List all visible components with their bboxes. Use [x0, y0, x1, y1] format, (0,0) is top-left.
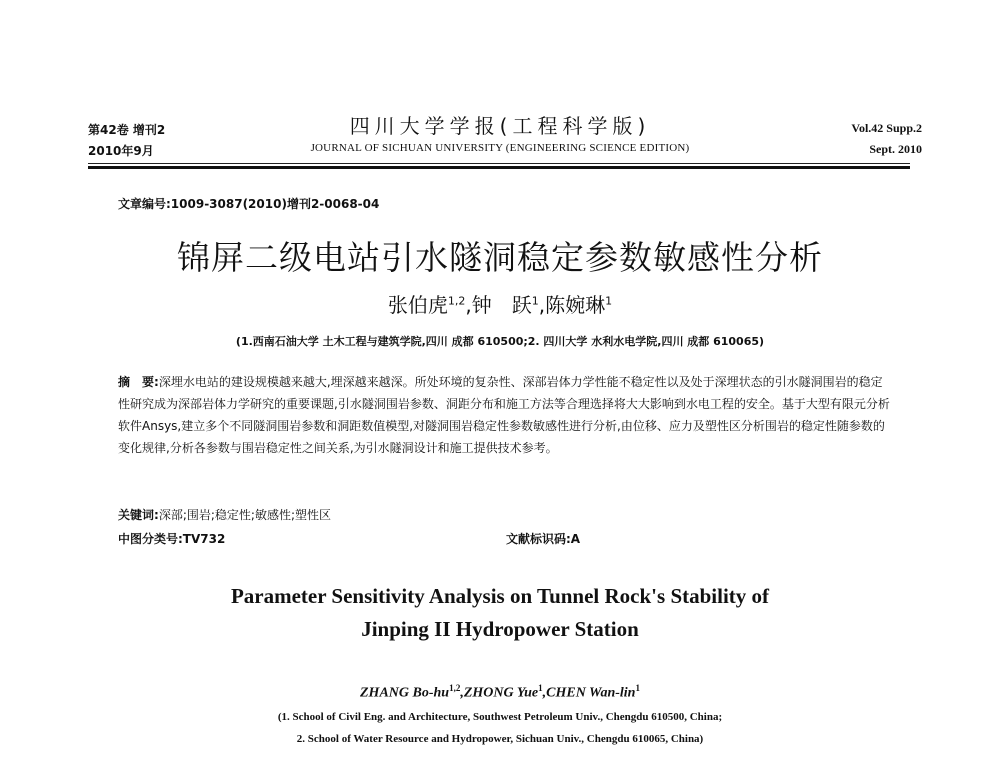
affiliation-cn: (1.西南石油大学 土木工程与建筑学院,四川 成都 610500;2. 四川大学 水利水电学院,四川 成都 610065)	[235, 335, 765, 348]
paper-title-en	[120, 580, 880, 646]
keywords	[118, 506, 331, 523]
author-en-3-sup: 1	[635, 683, 640, 693]
volume-cn: 第42卷 增刊2	[88, 123, 166, 137]
journal-title-cn: 四川大学学报(工程科学版)	[349, 114, 651, 138]
author-en-2: ZHONG Yue	[463, 685, 539, 701]
author-cn-2: 钟 跃	[471, 293, 532, 317]
abstract-label: 摘 要:	[118, 375, 159, 389]
paper-title-en-line1: Parameter Sensitivity Analysis on Tunnel Rock's Stability of	[230, 584, 770, 608]
keywords-text: 深部;围岩;稳定性;敏感性;塑性区	[158, 508, 331, 522]
author-cn-1: 张伯虎	[387, 293, 448, 317]
affiliation-en-1: (1. School of Civil Eng. and Architecture, Southwest Petroleum Univ., Chengdu 610500, China;	[277, 711, 723, 723]
affiliation-en-2: 2. School of Water Resource and Hydropower, Sichuan Univ., Chengdu 610065, China)	[296, 733, 704, 745]
document-code: 文献标识码:A	[506, 532, 581, 546]
author-en-3: CHEN Wan-lin	[546, 685, 636, 701]
author-en-1-sup: 1,2	[449, 683, 461, 693]
author-en-1: ZHANG Bo-hu	[360, 685, 450, 701]
header-rule-thin	[88, 163, 910, 164]
date-en: Sept. 2010	[869, 142, 922, 156]
author-cn-1-sup: 1,2	[447, 294, 466, 308]
author-cn-3: 陈婉琳	[545, 293, 606, 317]
abstract	[118, 371, 890, 459]
paper-title-cn: 锦屏二级电站引水隧洞稳定参数敏感性分析	[177, 238, 823, 277]
authors-cn: 张伯虎$^{1,2}$,钟 跃$^1$,陈婉琳$^1$	[387, 293, 613, 317]
header-rule-thick	[88, 166, 910, 169]
paper-title-en-line2: Jinping II Hydropower Station	[361, 617, 639, 641]
authors-en: ZHANG Bo-hu$^{1,2}$,ZHONG Yue$^1$,CHEN Wan-lin$^1$	[360, 683, 640, 701]
abstract-text: 深埋水电站的建设规模越来越大,埋深越来越深。所处环境的复杂性、深部岩体力学性能不稳定性以及处于深埋状态的引水隧洞围岩的稳定性研究成为深部岩体力学研究的重要课题,引水隧洞围岩参数、洞距分布和施工方法等合理选择将大大影响到水电工程的安全。基于大型有限元分析软件Ansys,建立多个不同隧洞围岩参数和洞距数值模型,对隧洞围岩稳定性参数敏感性进行分析,由位移、应力及塑性区分析围岩的稳定性随参数的变化规律,分析各参数与围岩稳定性之间关系,为引水隧洞设计和施工提供技术参考。	[118, 375, 890, 455]
author-cn-2-sup: 1	[531, 294, 539, 308]
clc-number: 中图分类号:TV732	[118, 532, 226, 546]
author-cn-3-sup: 1	[605, 294, 613, 308]
journal-title-en: JOURNAL OF SICHUAN UNIVERSITY (ENGINEERING SCIENCE EDITION)	[310, 142, 690, 154]
article-number: 文章编号:1009-3087(2010)增刊2-0068-04	[118, 197, 380, 211]
date-cn: 2010年9月	[88, 144, 154, 158]
volume-en: Vol.42 Supp.2	[851, 121, 922, 135]
author-en-2-sup: 1	[538, 683, 543, 693]
keywords-label: 关键词:	[118, 508, 159, 522]
